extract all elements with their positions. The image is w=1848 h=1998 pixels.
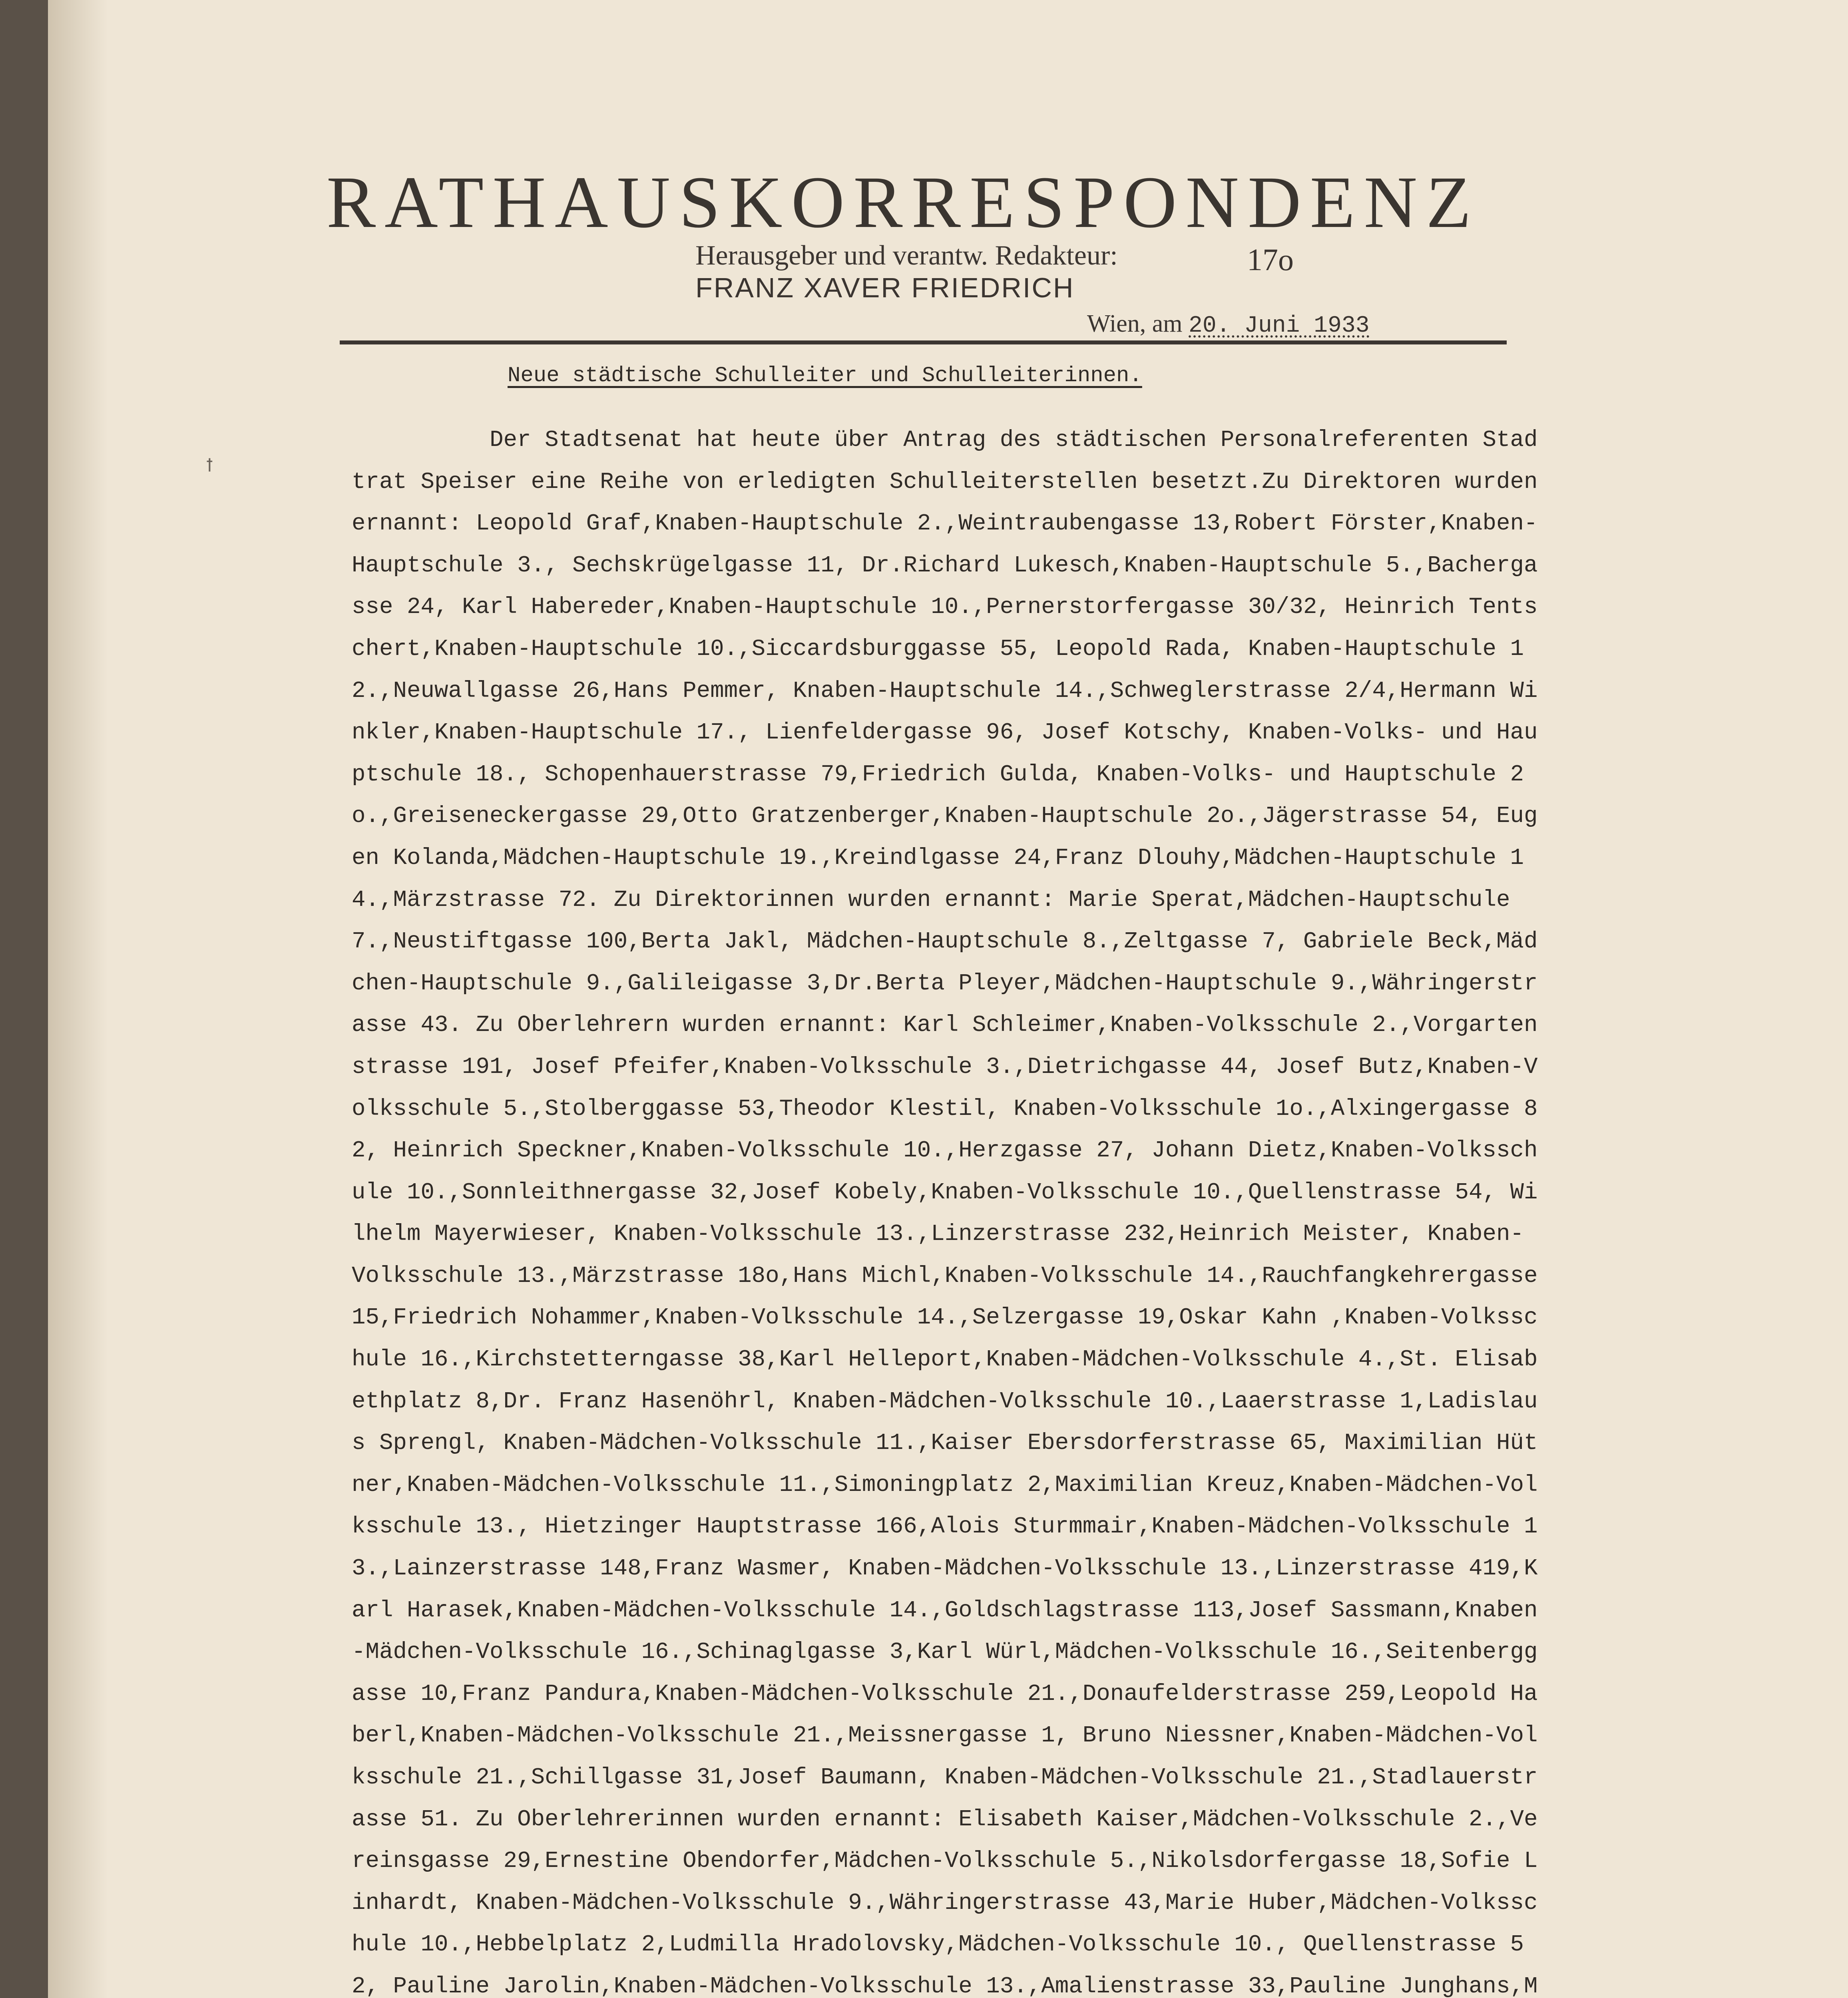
date-line [1087,310,1370,339]
publisher-label: Herausgeber und verantw. Redakteur: [695,240,1118,271]
article-headline: Neue städtische Schulleiter und Schulleiterinnen. [508,364,1142,388]
issue-number: 17o [1247,242,1294,277]
masthead-title: RATHAUSKORRESPONDENZ [326,161,1480,243]
margin-mark: ꝉ [206,457,213,477]
editor-name: FRANZ XAVER FRIEDRICH [695,272,1075,303]
header-rule [340,340,1507,344]
article-body: Der Stadtsenat hat heute über Antrag des städtischen Personalreferenten Stadtrat Speiser eine Reihe von erledigten Schulleiterstellen besetzt.Zu Direktoren wurden ernannt: Leopold Graf,Knaben-Hauptschule 2.,Weintraubengasse 13,Robert Förster,Knaben-Hauptschule 3., Sechskrügelgasse 11, Dr.Richard Lukesch,Knaben-Hauptschule 5.,Bachergasse 24, Karl Habereder,Knaben-Hauptschule 10.,Pernerstorfergasse 30/32, Heinrich Tentschert,Knaben-Hauptschule 10.,Siccardsburggasse 55, Leopold Rada, Knaben-Hauptschule 12.,Neuwallgasse 26,Hans Pemmer, Knaben-Hauptschule 14.,Schweglerstrasse 2/4,Hermann Winkler,Knaben-Hauptschule 17., Lienfeldergasse 96, Josef Kotschy, Knaben-Volks- und Hauptschule 18., Schopenhauerstrasse 79,Friedrich Gulda, Knaben-Volks- und Hauptschule 2o.,Greiseneckergasse 29,Otto Gratzenberger,Knaben-Hauptschule 2o.,Jägerstrasse 54, Eugen Kolanda,Mädchen-Hauptschule 19.,Kreindlgasse 24,Franz Dlouhy,Mädchen-Hauptschule 14.,Märzstrasse 72. Zu Direktorinnen wurden ernannt: Marie Sperat,Mädchen-Hauptschule 7.,Neustiftgasse 100,Berta Jakl, Mädchen-Hauptschule 8.,Zeltgasse 7, Gabriele Beck,Mädchen-Hauptschule 9.,Galileigasse 3,Dr.Berta Pleyer,Mädchen-Hauptschule 9.,Währingerstrasse 43. Zu Oberlehrern wurden ernannt: Karl Schleimer,Knaben-Volksschule 2.,Vorgartenstrasse 191, Josef Pfeifer,Knaben-Volksschule 3.,Dietrichgasse 44, Josef Butz,Knaben-Volksschule 5.,Stolberggasse 53,Theodor Klestil, Knaben-Volksschule 1o.,Alxingergasse 82, Heinrich Speckner,Knaben-Volksschule 10.,Herzgasse 27, Johann Dietz,Knaben-Volksschule 10.,Sonnleithnergasse 32,Josef Kobely,Knaben-Volksschule 10.,Quellenstrasse 54, Wilhelm Mayerwieser, Knaben-Volksschule 13.,Linzerstrasse 232,Heinrich Meister, Knaben- Volksschule 13.,Märzstrasse 18o,Hans Michl,Knaben-Volksschule 14.,Rauchfangkehrergasse 15,Friedrich Nohammer,Knaben-Volksschule 14.,Selzergasse 19,Oskar Kahn ,Knaben-Volksschule 16.,Kirchstetterngasse 38,Karl Helleport,Knaben-Mädchen-Volksschule 4.,St. Elisabethplatz 8,Dr. Franz Hasenöhrl, Knaben-Mädchen-Volksschule 10.,Laaerstrasse 1,Ladislaus Sprengl, Knaben-Mädchen-Volksschule 11.,Kaiser Ebersdorferstrasse 65, Maximilian Hütner,Knaben-Mädchen-Volksschule 11.,Simoningplatz 2,Maximilian Kreuz,Knaben-Mädchen-Volksschule 13., Hietzinger Hauptstrasse 166,Alois Sturmmair,Knaben-Mädchen-Volksschule 13.,Lainzerstrasse 148,Franz Wasmer, Knaben-Mädchen-Volksschule 13.,Linzerstrasse 419,Karl Harasek,Knaben-Mädchen-Volksschule 14.,Goldschlagstrasse 113,Josef Sassmann,Knaben-Mädchen-Volksschule 16.,Schinaglgasse 3,Karl Würl,Mädchen-Volksschule 16.,Seitenberggasse 10,Franz Pandura,Knaben-Mädchen-Volksschule 21.,Donaufelderstrasse 259,Leopold Haberl,Knaben-Mädchen-Volksschule 21.,Meissnergasse 1, Bruno Niessner,Knaben-Mädchen-Volksschule 21.,Schillgasse 31,Josef Baumann, Knaben-Mädchen-Volksschule 21.,Stadlauerstrasse 51. Zu Oberlehrerinnen wurden ernannt: Elisabeth Kaiser,Mädchen-Volksschule 2.,Vereinsgasse 29,Ernestine Obendorfer,Mädchen-Volksschule 5.,Nikolsdorfergasse 18,Sofie Linhardt, Knaben-Mädchen-Volksschule 9.,Währingerstrasse 43,Marie Huber,Mädchen-Volksschule 10.,Hebbelplatz 2,Ludmilla Hradolovsky,Mädchen-Volksschule 10., Quellenstrasse 52, Pauline Jarolin,Knaben-Mädchen-Volksschule 13.,Amalienstrasse 33,Pauline Junghans,M [352,427,1538,1998]
book-gutter [48,0,108,1998]
date-value: 20. Juni 1933 [1189,313,1370,339]
date-prefix: Wien, am [1087,310,1183,337]
